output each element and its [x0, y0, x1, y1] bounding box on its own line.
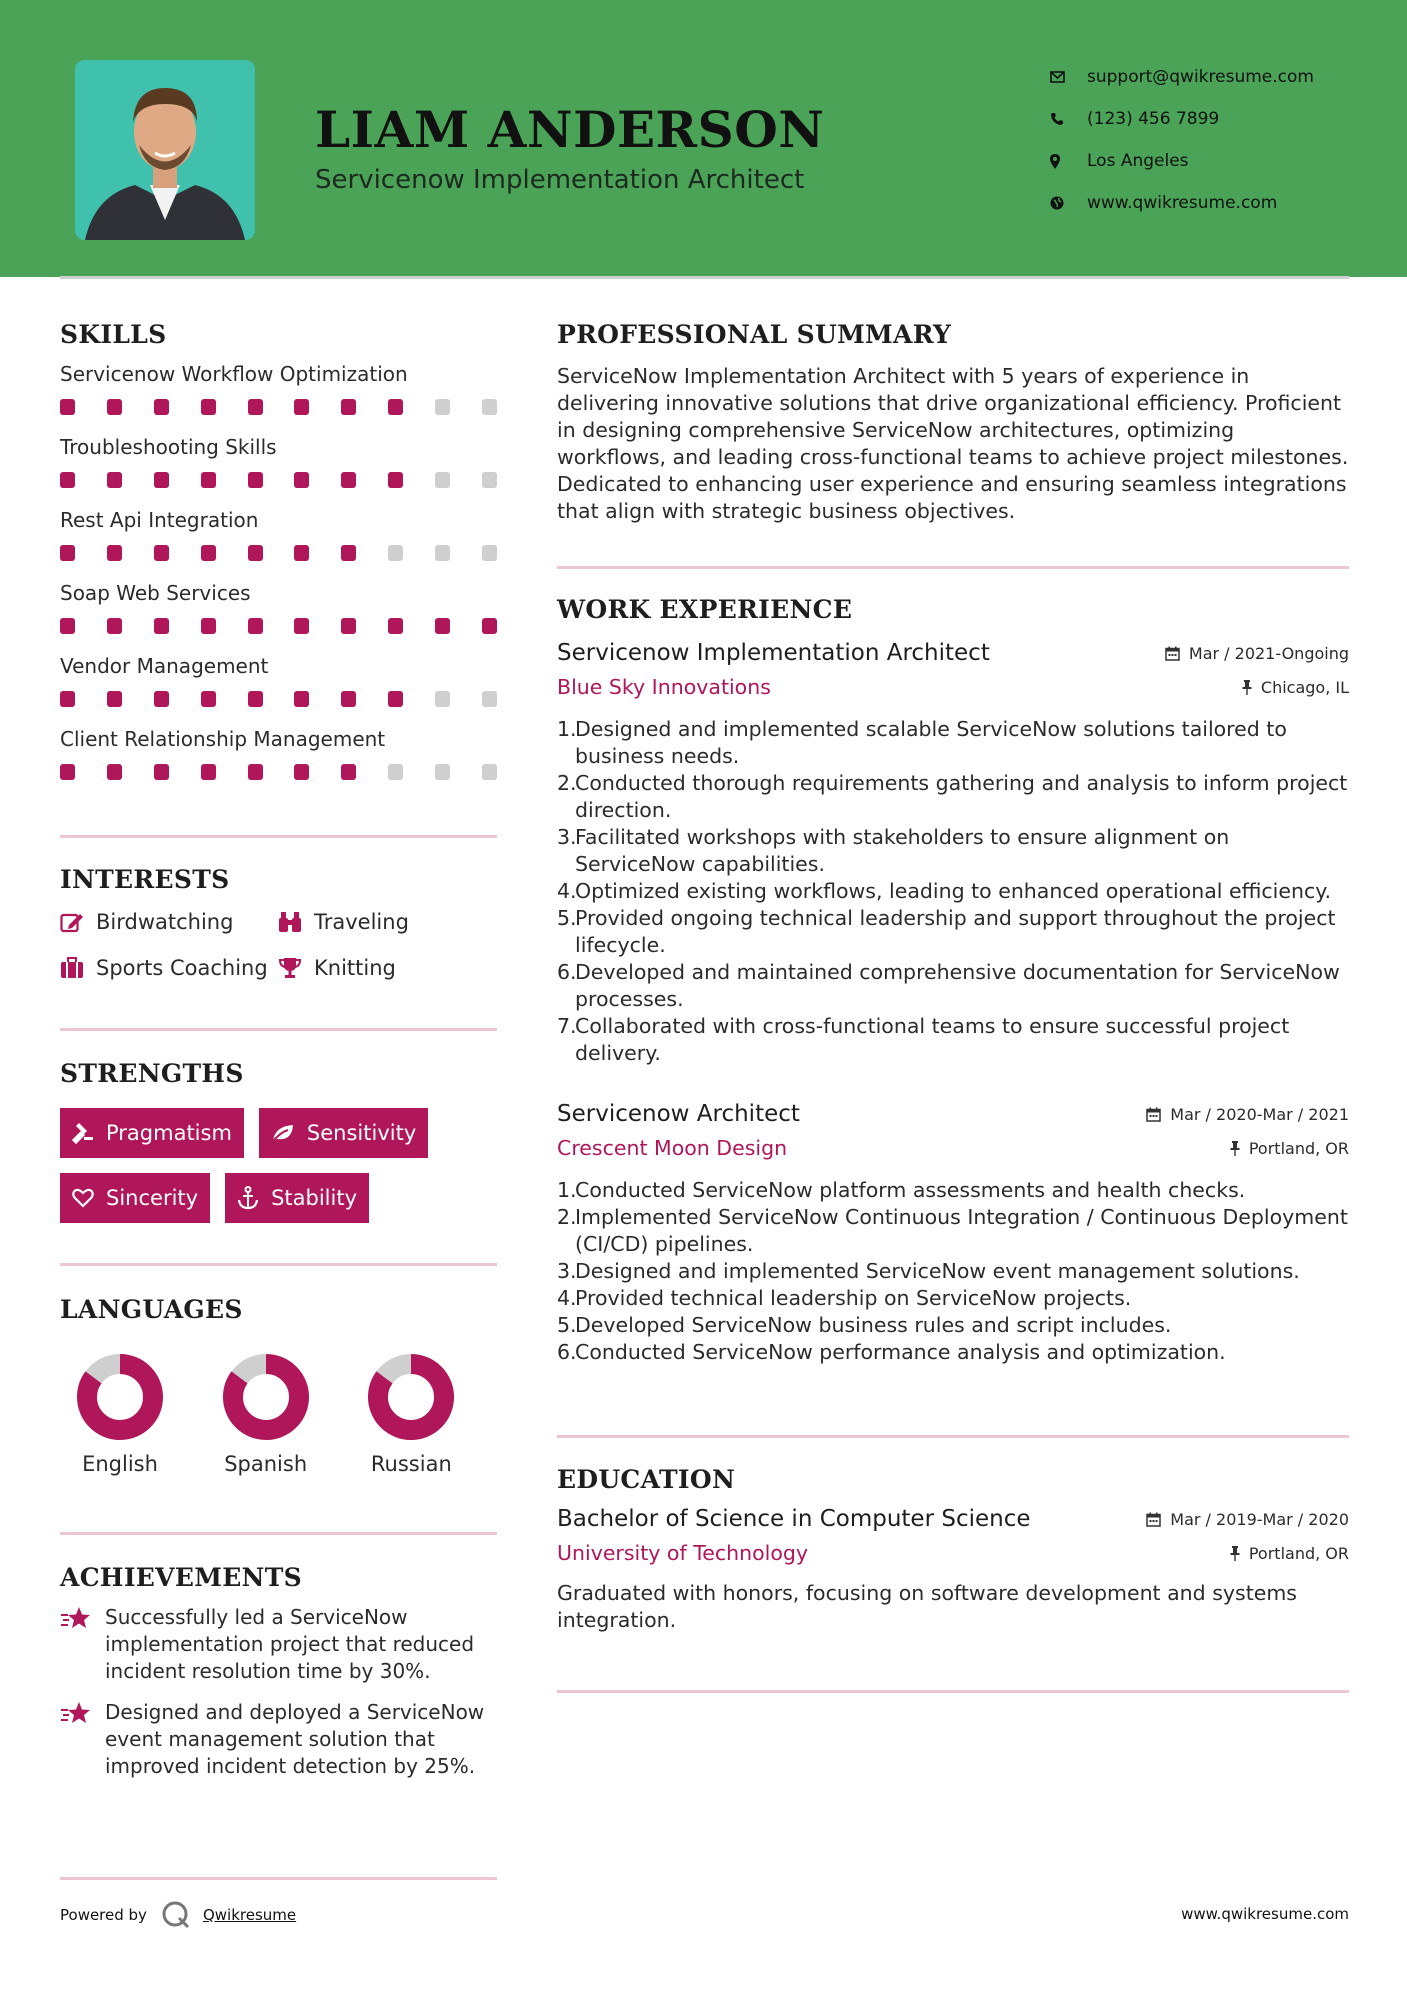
interests-title: INTERESTS — [60, 865, 230, 894]
strengths-section — [60, 1059, 497, 1223]
rating-dot-empty — [435, 764, 450, 780]
work-title: WORK EXPERIENCE — [557, 595, 853, 624]
rating-dot-filled — [294, 472, 309, 488]
star-icon — [60, 1699, 105, 1780]
rating-dot-filled — [248, 764, 263, 780]
rating-dot-filled — [201, 764, 216, 780]
powered-by: Powered by Qwikresume — [60, 1900, 296, 1930]
rating-dot-filled — [60, 472, 75, 488]
job-bullets — [557, 1177, 1349, 1366]
interest-item: Sports Coaching — [60, 952, 278, 984]
education-description: Graduated with honors, focusing on software development and systems integration. — [557, 1581, 1297, 1632]
job-bullet: 2. Conducted thorough requirements gathering and analysis to inform project direction. — [557, 771, 1348, 822]
education-section — [557, 1465, 1349, 1634]
rating-dot-filled — [248, 545, 263, 561]
rating-dot-filled — [248, 691, 263, 707]
heart-icon — [72, 1188, 94, 1208]
rating-dot-filled — [341, 764, 356, 780]
skill-rating — [60, 545, 497, 561]
language-ring — [77, 1354, 163, 1440]
interest-item: Traveling — [278, 906, 496, 938]
rating-dot-filled — [107, 764, 122, 780]
job-dates: Mar / 2020-Mar / 2021 — [1146, 1105, 1349, 1124]
rating-dot-filled — [154, 691, 169, 707]
summary-title: PROFESSIONAL SUMMARY — [557, 320, 952, 349]
education-entry — [557, 1502, 1349, 1634]
rating-dot-empty — [435, 691, 450, 707]
skills-list — [60, 359, 497, 797]
calendar-icon — [1146, 1107, 1161, 1122]
anchor-icon — [237, 1186, 259, 1210]
rating-dot-filled — [341, 691, 356, 707]
languages-section — [60, 1295, 497, 1476]
education-title: EDUCATION — [557, 1465, 736, 1494]
calendar-icon — [1165, 646, 1180, 661]
language-item: English — [60, 1354, 206, 1476]
strength-badge: Sensitivity — [259, 1108, 428, 1158]
contact-location: Los Angeles — [1050, 140, 1380, 182]
skills-title: SKILLS — [60, 320, 167, 349]
job-bullet: 4. Optimized existing workflows, leading to enhanced operational efficiency. — [557, 879, 1331, 903]
rating-dot-filled — [482, 618, 497, 634]
rating-dot-filled — [341, 618, 356, 634]
job-title: Servicenow Implementation Architect — [557, 640, 990, 666]
rating-dot-filled — [154, 399, 169, 415]
rating-dot-filled — [201, 399, 216, 415]
achievements-section — [60, 1563, 497, 1780]
skill-item: Rest Api Integration — [60, 505, 497, 578]
rating-dot-filled — [294, 545, 309, 561]
skill-rating — [60, 691, 497, 707]
job-bullet: 5. Developed ServiceNow business rules and script includes. — [557, 1313, 1172, 1337]
job-bullet: 4. Provided technical leadership on ServiceNow projects. — [557, 1286, 1132, 1310]
section-divider — [60, 835, 497, 838]
strengths-title: STRENGTHS — [60, 1059, 244, 1088]
contact-website[interactable]: www.qwikresume.com — [1050, 182, 1380, 224]
calendar-icon — [1146, 1512, 1161, 1527]
job-location: Portland, OR — [1230, 1139, 1349, 1158]
skill-rating — [60, 618, 497, 634]
rating-dot-empty — [435, 399, 450, 415]
rating-dot-filled — [60, 691, 75, 707]
rating-dot-filled — [107, 399, 122, 415]
interests-section — [60, 865, 497, 984]
star-icon — [60, 1604, 105, 1685]
header-divider — [60, 276, 1349, 279]
strength-badge: Sincerity — [60, 1173, 210, 1223]
rating-dot-filled — [201, 545, 216, 561]
map-pin-icon — [1050, 154, 1087, 169]
rating-dot-filled — [154, 545, 169, 561]
rating-dot-filled — [341, 472, 356, 488]
job-bullet: 1. Designed and implemented scalable ServiceNow solutions tailored to business needs. — [557, 717, 1287, 768]
job-bullet: 1. Conducted ServiceNow platform assessments and health checks. — [557, 1178, 1246, 1202]
interest-item: Birdwatching — [60, 906, 278, 938]
rating-dot-filled — [294, 764, 309, 780]
rating-dot-filled — [107, 545, 122, 561]
section-divider — [60, 1877, 497, 1880]
rating-dot-filled — [107, 472, 122, 488]
rating-dot-empty — [435, 545, 450, 561]
rating-dot-empty — [482, 691, 497, 707]
leaf-icon — [271, 1123, 295, 1143]
rating-dot-filled — [60, 764, 75, 780]
rating-dot-filled — [388, 618, 403, 634]
achievement-item: Successfully led a ServiceNow implementation project that reduced incident resolution time by 30%. — [60, 1604, 497, 1685]
rating-dot-filled — [107, 618, 122, 634]
rating-dot-filled — [435, 618, 450, 634]
briefcase-icon — [60, 957, 96, 979]
globe-icon — [1050, 196, 1087, 210]
job-bullet: 3. Facilitated workshops with stakeholders to ensure alignment on ServiceNow capabilities. — [557, 825, 1230, 876]
pushpin-icon — [1230, 1546, 1240, 1561]
company-name: Crescent Moon Design — [557, 1136, 788, 1160]
skill-rating — [60, 472, 497, 488]
brand-link[interactable]: Qwikresume — [202, 1906, 297, 1924]
skill-item: Vendor Management — [60, 651, 497, 724]
section-divider — [557, 566, 1349, 569]
job-dates: Mar / 2021-Ongoing — [1165, 644, 1349, 663]
company-name: Blue Sky Innovations — [557, 675, 771, 699]
rating-dot-filled — [154, 618, 169, 634]
qwikresume-logo-icon — [161, 1900, 191, 1930]
skill-rating — [60, 764, 497, 780]
profile-photo — [75, 60, 255, 240]
rating-dot-filled — [154, 472, 169, 488]
rating-dot-filled — [294, 618, 309, 634]
section-divider — [557, 1435, 1349, 1438]
contact-block — [1050, 56, 1380, 224]
rating-dot-filled — [248, 399, 263, 415]
header-banner — [0, 0, 1407, 277]
skill-item: Soap Web Services — [60, 578, 497, 651]
rating-dot-empty — [435, 472, 450, 488]
job-bullet: 6. Developed and maintained comprehensive documentation for ServiceNow processes. — [557, 960, 1340, 1011]
rating-dot-filled — [248, 618, 263, 634]
interest-item: Knitting — [278, 952, 496, 984]
rating-dot-filled — [388, 472, 403, 488]
job-bullet: 7. Collaborated with cross-functional teams to ensure successful project delivery. — [557, 1014, 1290, 1065]
job-location: Chicago, IL — [1242, 678, 1349, 697]
education-location: Portland, OR — [1230, 1544, 1349, 1563]
pushpin-icon — [1242, 680, 1252, 695]
section-divider — [60, 1532, 497, 1535]
contact-email[interactable]: support@qwikresume.com — [1050, 56, 1380, 98]
edit-icon — [60, 911, 96, 933]
rating-dot-filled — [107, 691, 122, 707]
job-bullet: 6. Conducted ServiceNow performance analysis and optimization. — [557, 1340, 1226, 1364]
trophy-icon — [278, 957, 314, 979]
languages-title: LANGUAGES — [60, 1295, 243, 1324]
job-bullets — [557, 716, 1349, 1067]
summary-text: ServiceNow Implementation Architect with 5 years of experience in delivering innovative solutions that drive organizational efficiency. Proficient in designing comprehensive ServiceNow architectures, optimizing workflows, and leading cross-functional teams to achieve project milestones. Dedicated to enhancing user experience and ensuring seamless integrations that align with strategic business objectives. — [557, 364, 1349, 523]
job-entry — [557, 636, 1349, 1067]
skill-item: Client Relationship Management — [60, 724, 497, 797]
rating-dot-filled — [294, 399, 309, 415]
rating-dot-filled — [201, 618, 216, 634]
rating-dot-filled — [60, 618, 75, 634]
section-divider — [60, 1028, 497, 1031]
pushpin-icon — [1230, 1141, 1240, 1156]
rating-dot-empty — [388, 764, 403, 780]
envelope-icon — [1050, 71, 1087, 83]
rating-dot-filled — [154, 764, 169, 780]
section-divider — [60, 1263, 497, 1266]
rating-dot-filled — [341, 545, 356, 561]
rating-dot-filled — [341, 399, 356, 415]
rating-dot-filled — [248, 472, 263, 488]
job-bullet: 2. Implemented ServiceNow Continuous Integration / Continuous Deployment (CI/CD) pipelines. — [557, 1205, 1348, 1256]
achievement-item: Designed and deployed a ServiceNow event management solution that improved incident detection by 25%. — [60, 1699, 497, 1780]
job-entry — [557, 1097, 1349, 1366]
footer-url[interactable]: www.qwikresume.com — [1181, 1905, 1349, 1923]
language-item: Spanish — [206, 1354, 352, 1476]
skills-section — [60, 320, 497, 797]
achievements-title: ACHIEVEMENTS — [60, 1563, 302, 1592]
work-section — [557, 595, 1349, 1366]
strength-badge: Stability — [225, 1173, 369, 1223]
language-ring — [223, 1354, 309, 1440]
candidate-name: LIAM ANDERSON — [315, 100, 825, 159]
rating-dot-empty — [388, 545, 403, 561]
rating-dot-empty — [482, 764, 497, 780]
rating-dot-filled — [294, 691, 309, 707]
job-bullet: 5. Provided ongoing technical leadership and support throughout the project lifecycle. — [557, 906, 1336, 957]
rating-dot-filled — [201, 691, 216, 707]
education-dates: Mar / 2019-Mar / 2020 — [1146, 1510, 1349, 1529]
contact-phone[interactable]: (123) 456 7899 — [1050, 98, 1380, 140]
phone-icon — [1050, 112, 1087, 126]
rating-dot-empty — [482, 545, 497, 561]
rating-dot-empty — [482, 399, 497, 415]
job-title: Servicenow Architect — [557, 1101, 800, 1127]
rating-dot-filled — [388, 399, 403, 415]
skill-rating — [60, 399, 497, 415]
binoculars-icon — [278, 911, 314, 933]
skill-item: Servicenow Workflow Optimization — [60, 359, 497, 432]
job-bullet: 3. Designed and implemented ServiceNow event management solutions. — [557, 1259, 1300, 1283]
school-name: University of Technology — [557, 1541, 809, 1565]
language-item: Russian — [351, 1354, 497, 1476]
rating-dot-empty — [482, 472, 497, 488]
summary-section — [557, 320, 1349, 525]
strength-badge: Pragmatism — [60, 1108, 244, 1158]
section-divider — [557, 1690, 1349, 1693]
language-ring — [368, 1354, 454, 1440]
rating-dot-filled — [60, 399, 75, 415]
rating-dot-filled — [388, 691, 403, 707]
skill-item: Troubleshooting Skills — [60, 432, 497, 505]
rating-dot-filled — [60, 545, 75, 561]
rating-dot-filled — [201, 472, 216, 488]
degree-title: Bachelor of Science in Computer Science — [557, 1506, 1031, 1532]
gavel-icon — [72, 1122, 94, 1144]
candidate-title: Servicenow Implementation Architect — [315, 165, 805, 195]
